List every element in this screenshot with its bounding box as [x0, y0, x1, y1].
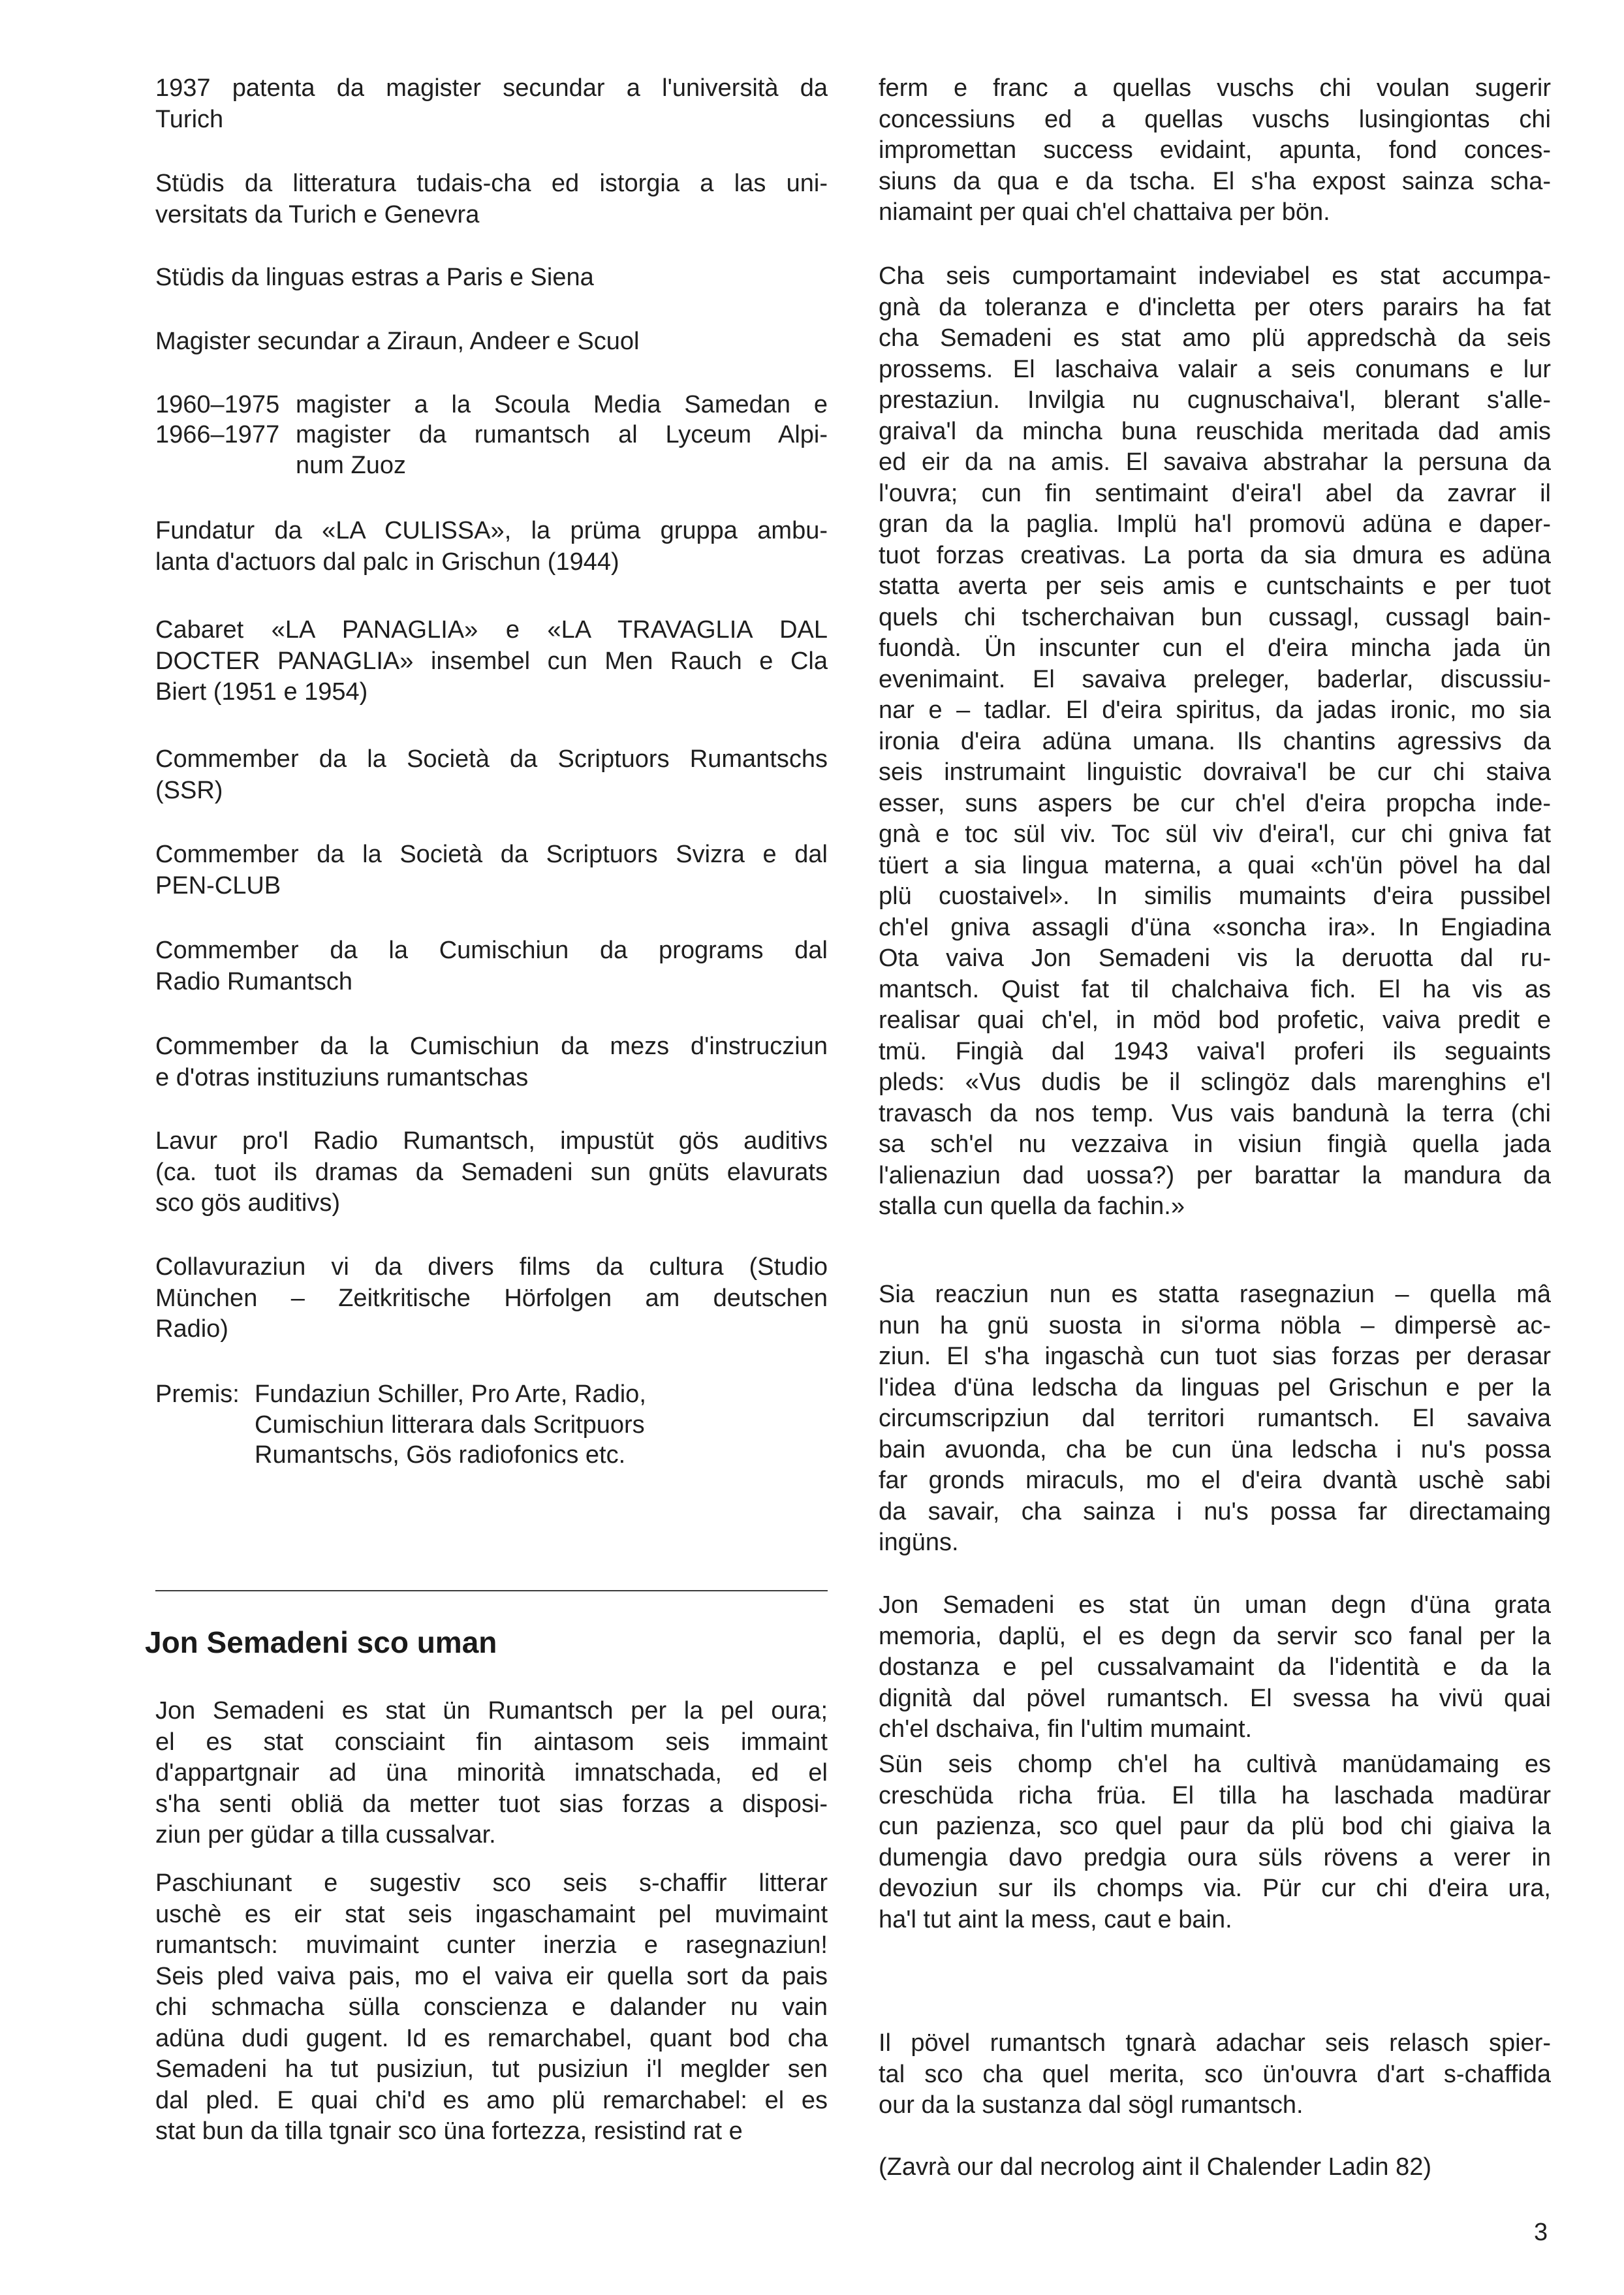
text-line: Commember da la Società da Scriptuors Rumantschs [155, 745, 828, 773]
premis-text: Fundaziun Schiller, Pro Arte, Radio, [255, 1381, 646, 1408]
career-years: 1960–1975 [155, 391, 280, 418]
text-line: chi schmacha sülla conscienza e dalander nu vain [155, 1993, 828, 2021]
text-line: impromettan success evidaint, apunta, fond conces- [879, 136, 1551, 164]
bio-entry [155, 839, 828, 901]
text-line: far gronds miraculs, mo el d'eira dvantà uschè sabi [879, 1467, 1551, 1494]
text-line: fuondà. Ün inscunter cun el d'eira mincha jada ün [879, 634, 1551, 662]
text-line: dal pled. E quai chi'd es amo plü remarchabel: el es [155, 2086, 828, 2114]
text-line: Jon Semadeni es stat ün uman degn d'üna grata [879, 1591, 1551, 1619]
text-line: Sia reacziun nun es statta rasegnaziun – quella mâ [879, 1281, 1551, 1308]
section-divider [155, 1590, 828, 1591]
text-line: prossems. El laschaiva valair a seis conumans e lur [879, 355, 1551, 383]
body-paragraph [879, 1749, 1551, 1935]
text-line: stat bun da tilla tgnair sco üna fortezza, resistind rat e [155, 2117, 743, 2145]
text-line: Sün seis chomp ch'el ha cultivà manüdamaing es [879, 1751, 1551, 1778]
body-paragraph [879, 1590, 1551, 1745]
text-line: Biert (1951 e 1954) [155, 678, 368, 706]
text-line: tüert a sia lingua materna, a quai «ch'ün pövel ha dal [879, 851, 1551, 879]
text-line: l'ouvra; cun fin sentimaint d'eira'l abel da zavrar il [879, 479, 1551, 507]
text-line: siuns da qua e da tscha. El s'ha expost sainza scha- [879, 167, 1551, 195]
text-line: Collavuraziun vi da divers films da cultura (Studio [155, 1253, 828, 1281]
text-line: Stüdis da litteratura tudais-cha ed istorgia a las uni- [155, 170, 828, 197]
career-text: num Zuoz [296, 452, 406, 479]
text-line: tmü. Fingià dal 1943 vaiva'l proferi ils seguaints [879, 1037, 1551, 1065]
text-line: Commember da la Cumischiun da mezs d'instrucziun [155, 1033, 828, 1060]
text-line: Semadeni ha tut pusiziun, tut pusiziun i'l meglder sen [155, 2055, 828, 2083]
text-line: (ca. tuot ils dramas da Semadeni sun gnüts elavurats [155, 1158, 828, 1186]
text-line: evenimaint. El savaiva preleger, baderlar, discussiu- [879, 665, 1551, 693]
text-line: devoziun sur ils chomps via. Pür cur chi d'eira ura, [879, 1875, 1551, 1902]
text-line: Cabaret «LA PANAGLIA» e «LA TRAVAGLIA DAL [155, 616, 828, 644]
text-line: ironia d'eira adüna umana. Ils chantins agressivs da [879, 727, 1551, 755]
text-line: ferm e franc a quellas vuschs chi voulan sugerir [879, 74, 1551, 102]
text-line: Magister secundar a Ziraun, Andeer e Scuol [155, 328, 640, 355]
text-line: ingüns. [879, 1529, 959, 1556]
bio-entry [155, 516, 828, 578]
text-line: dumengia davo predgia oura süls rövens a verer in [879, 1843, 1551, 1871]
body-paragraph [879, 1279, 1551, 1559]
text-line: dignità dal pövel rumantsch. El svessa ha vivü quai [879, 1684, 1551, 1712]
text-line: mantsch. Quist fat til chalchaiva fich. El ha vis as [879, 975, 1551, 1003]
text-line: uschè es eir stat seis ingaschamaint pel muvimaint [155, 1900, 828, 1928]
text-line: tal sco cha quel merita, sco ün'ouvra d'art s-chaffida [879, 2060, 1551, 2088]
text-line: l'alienaziun dad uossa?) per barattar la mandura da [879, 1161, 1551, 1189]
body-paragraph [879, 73, 1551, 228]
text-line: bain avuonda, cha be cun üna ledscha i nu's possa [879, 1435, 1551, 1463]
text-line: lanta d'actuors dal palc in Grischun (1944) [155, 548, 619, 576]
text-line: gnà da toleranza e d'incletta per oters parairs ha fat [879, 293, 1551, 321]
text-line: da savair, cha sainza i nu's possa far directamaing [879, 1497, 1551, 1525]
text-line: our da la sustanza dal sögl rumantsch. [879, 2091, 1304, 2119]
text-line: graiva'l da mincha buna reuschida meritada dad amis [879, 417, 1551, 445]
career-years: 1966–1977 [155, 421, 280, 448]
bio-entry [155, 615, 828, 708]
text-line: memoria, daplü, el es degn da servir sco fanal per la [879, 1622, 1551, 1650]
text-line: travasch da nos temp. Vus vais bandunà la terra (chi [879, 1099, 1551, 1127]
text-line: PEN-CLUB [155, 871, 281, 899]
text-line: gran da la paglia. Implü ha'l promovü adüna e daper- [879, 510, 1551, 538]
text-line: creschüda richa früa. El tilla ha laschada madürar [879, 1781, 1551, 1809]
text-line: sco gös auditivs) [155, 1189, 341, 1217]
text-line: Jon Semadeni es stat ün Rumantsch per la pel oura; [155, 1697, 828, 1725]
bio-entry [155, 168, 828, 230]
text-line: statta averta per seis amis e cuntschaints e per tuot [879, 572, 1551, 600]
text-line: d'appartgnair ad üna minorità imnatschada, ed el [155, 1759, 828, 1787]
premis-text: Cumischiun litterara dals Scritpuors [255, 1411, 645, 1439]
text-line: prestaziun. Invilgia nu cugnuschaiva'l, blerant s'alle- [879, 386, 1551, 414]
text-line: (Zavrà our dal necrolog aint il Chalender Ladin 82) [879, 2153, 1432, 2181]
text-line: nun ha gnü suosta in si'orma nöbla – dimpersè ac- [879, 1311, 1551, 1339]
body-paragraph [155, 1696, 828, 1851]
text-line: pleds: «Vus dudis be il sclingöz dals marenghins e'l [879, 1069, 1551, 1096]
bio-entry [155, 935, 828, 997]
text-line: seis instrumaint linguistic dovraiva'l be cur chi staiva [879, 758, 1551, 786]
body-paragraph [155, 1868, 828, 2147]
text-line: Ota vaiva Jon Semadeni vis la deruotta dal ru- [879, 945, 1551, 972]
career-text: magister a la Scoula Media Samedan e [296, 391, 828, 418]
page-number: 3 [1534, 2219, 1548, 2246]
text-line: rumantsch: muvimaint cunter inerzia e rasegnaziun! [155, 1931, 828, 1959]
text-line: ha'l tut aint la mess, caut e bain. [879, 1905, 1232, 1933]
premis-label: Premis: [155, 1381, 240, 1408]
text-line: DOCTER PANAGLIA» insembel cun Men Rauch e Cla [155, 647, 828, 675]
premis-text: Rumantschs, Gös radiofonics etc. [255, 1441, 626, 1469]
text-line: sa sch'el nu vezzaiva in visiun fingià quella jada [879, 1131, 1551, 1158]
bio-entry [155, 1031, 828, 1093]
text-line: Stüdis da linguas estras a Paris e Siena [155, 264, 594, 291]
text-line: gnà e toc sül viv. Toc sül viv d'eira'l, cur chi gniva fat [879, 820, 1551, 848]
text-line: Seis pled vaiva pais, mo el vaiva eir quella sort da pais [155, 1962, 828, 1990]
text-line: stalla cun quella da fachin.» [879, 1193, 1185, 1220]
text-line: circumscripziun dal territori rumantsch. El savaiva [879, 1405, 1551, 1432]
text-line: Fundatur da «LA CULISSA», la prüma gruppa ambu- [155, 517, 828, 544]
text-line: nar e – tadlar. El d'eira spiritus, da jadas ironic, mo sia [879, 696, 1551, 724]
bio-entry [155, 1126, 828, 1219]
text-line: cha Semadeni es stat amo plü appredschà da seis [879, 324, 1551, 352]
text-line: Cha seis cumportamaint indeviabel es stat accumpa- [879, 262, 1551, 290]
text-line: ch'el gniva assagli d'üna «soncha ira». In Engiadina [879, 913, 1551, 941]
text-line: tuot forzas creativas. La porta da sia dmura es adüna [879, 541, 1551, 569]
text-line: e d'otras instituziuns rumantschas [155, 1063, 529, 1091]
text-line: adüna dudi gugent. Id es remarchabel, quant bod cha [155, 2024, 828, 2052]
text-line: Commember da la Cumischiun da programs dal [155, 937, 828, 964]
text-line: Paschiunant e sugestiv sco seis s-chaffir litterar [155, 1869, 828, 1897]
text-line: Commember da la Società da Scriptuors Svizra e dal [155, 841, 828, 868]
text-line: ziun per güdar a tilla cussalvar. [155, 1821, 496, 1849]
text-line: Il pövel rumantsch tgnarà adachar seis relasch spier- [879, 2029, 1551, 2057]
bio-entry [155, 744, 828, 806]
text-line: plü cuostaivel». In similis mumaints d'eira pussibel [879, 882, 1551, 910]
text-line: l'idea d'üna ledscha da linguas pel Grischun e per la [879, 1373, 1551, 1401]
body-paragraph [879, 261, 1551, 1223]
text-line: ziun. El s'ha ingaschà cun tuot sias forzas per derasar [879, 1343, 1551, 1370]
text-line: 1937 patenta da magister secundar a l'università da [155, 74, 828, 102]
text-line: Radio) [155, 1315, 228, 1343]
text-line: Turich [155, 105, 224, 133]
text-line: realisar quai ch'el, in möd bod profetic, vaiva predit e [879, 1007, 1551, 1034]
bio-entry [155, 326, 828, 358]
career-text: magister da rumantsch al Lyceum Alpi- [296, 421, 828, 448]
text-line: esser, suns aspers be cur ch'el d'eira propcha inde- [879, 789, 1551, 817]
text-line: el es stat consciaint fin aintasom seis immaint [155, 1728, 828, 1756]
text-line: München – Zeitkritische Hörfolgen am deutschen [155, 1284, 828, 1312]
bio-entry [155, 73, 828, 135]
text-line: Radio Rumantsch [155, 967, 353, 995]
body-paragraph [879, 2152, 1551, 2183]
text-line: s'ha senti obliä da metter tuot sias forzas a disposi- [155, 1790, 828, 1818]
section-heading: Jon Semadeni sco uman [145, 1625, 497, 1659]
text-line: dostanza e pel cussalvamaint da l'identità e da la [879, 1653, 1551, 1681]
text-line: niamaint per quai ch'el chattaiva per bön. [879, 198, 1330, 226]
text-line: ed eir da na amis. El savaiva abstrahar la persuna da [879, 448, 1551, 476]
text-line: quels chi tscherchaivan bun cussagl, cussagl bain- [879, 603, 1551, 631]
text-line: (SSR) [155, 776, 223, 804]
text-line: versitats da Turich e Genevra [155, 200, 480, 228]
bio-entry [155, 1252, 828, 1345]
text-line: concessiuns ed a quellas vuschs lusingiontas chi [879, 105, 1551, 133]
text-line: ch'el dschaiva, fin l'ultim mumaint. [879, 1715, 1253, 1743]
text-line: cun pazienza, sco quel paur da plü bod chi giaiva la [879, 1813, 1551, 1840]
bio-entry [155, 262, 828, 294]
body-paragraph [879, 2028, 1551, 2121]
text-line: Lavur pro'l Radio Rumantsch, impustüt gös auditivs [155, 1127, 828, 1155]
